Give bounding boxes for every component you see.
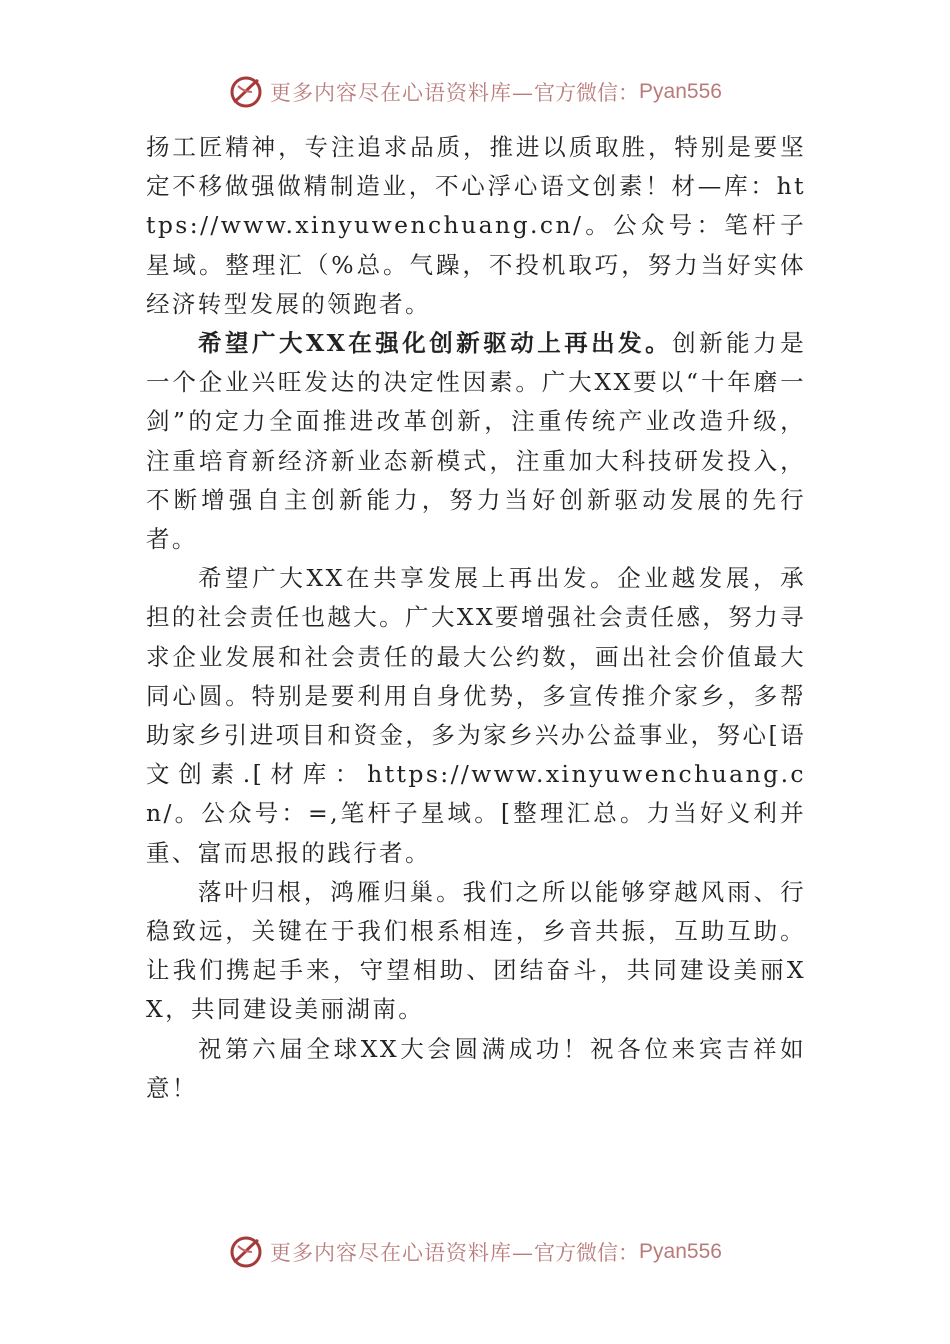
paragraph-3 (146, 559, 806, 873)
header-banner (0, 70, 950, 114)
paragraph-text: 希望广大XX在共享发展上再出发。企业越发展，承担的社会责任也越大。广大XX要增强社会责任感，努力寻求企业发展和社会责任的最大公约数，画出社会价值最大同心圆。特别是要利用自身优势，多宣传推介家乡，多帮助家乡引进项目和资金，多为家乡兴办公益事业，努心[语文创素.[材库：https://www.xinyuwenchuang.cn/。公众号：=,笔杆子星域。[整理汇总。力当好义利并重、富而思报的践行者。 (146, 564, 806, 867)
brand-logo-icon (228, 1234, 264, 1270)
banner-wechat-id: Pyan556 (639, 80, 722, 103)
paragraph-lead: 希望广大XX在强化创新驱动上再出发。 (198, 329, 673, 358)
paragraph-text: 创新能力是一个企业兴旺发达的决定性因素。广大XX要以“十年磨一剑”的定力全面推进改革创新，注重传统产业改造升级，注重培育新经济新业态新模式，注重加大科技研发投入，不断增强自主创新能力，努力当好创新驱动发展的先行者。 (146, 329, 807, 554)
paragraph-1 (146, 128, 806, 324)
paragraph-4 (146, 873, 806, 1030)
brand-logo-icon (228, 74, 264, 110)
banner-wechat-label: 官方微信： (534, 1241, 640, 1265)
banner-text: 更多内容尽在心语资料库— (270, 1241, 535, 1265)
paragraph-2 (146, 324, 806, 559)
banner-text: 更多内容尽在心语资料库— (270, 81, 535, 105)
banner-wechat-label: 官方微信： (534, 81, 640, 105)
banner-wechat-id: Pyan556 (639, 1240, 722, 1263)
paragraph-text: 落叶归根，鸿雁归巢。我们之所以能够穿越风雨、行稳致远，关键在于我们根系相连，乡音共振，互助互助。让我们携起手来，守望相助、团结奋斗，共同建设美丽XX，共同建设美丽湖南。 (146, 877, 806, 1024)
footer-banner (0, 1230, 950, 1274)
paragraph-text: 扬工匠精神，专注追求品质，推进以质取胜，特别是要坚定不移做强做精制造业，不心浮心语文创素！材—库：https://www.xinyuwenchuang.cn/。公众号：笔杆子星域。整理汇（%总。气躁，不投机取巧，努力当好实体经济转型发展的领跑者。 (146, 133, 806, 318)
paragraph-text: 祝第六届全球XX大会圆满成功！祝各位来宾吉祥如意！ (146, 1034, 806, 1102)
document-body (146, 128, 806, 1108)
paragraph-5 (146, 1030, 806, 1108)
